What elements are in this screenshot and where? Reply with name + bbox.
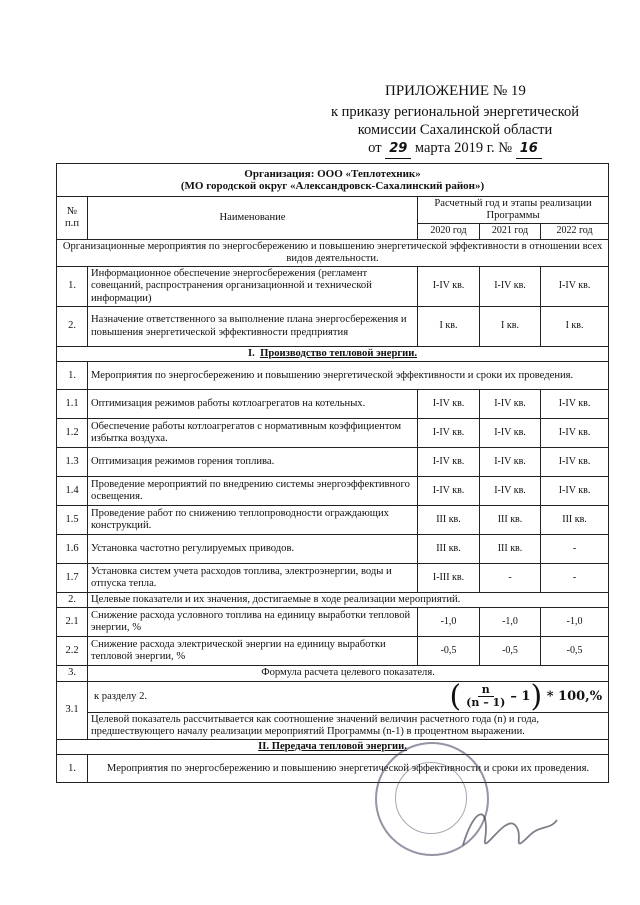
row-num: 1.3 xyxy=(57,448,88,477)
date-day: 29 xyxy=(385,140,411,159)
row-num: 1. xyxy=(57,755,88,783)
row-value: - xyxy=(541,564,609,593)
row-value: I-IV кв. xyxy=(480,390,541,419)
row-value: I-IV кв. xyxy=(541,390,609,419)
row-name: Обеспечение работы котлоагрегатов с нормативным коэффициентом избытка воздуха. xyxy=(88,419,418,448)
col-name-header: Наименование xyxy=(88,197,418,240)
row-value: -0,5 xyxy=(541,637,609,666)
row-name: Назначение ответственного за выполнение плана энергосбережения и повышения энергетической эффективности предприятия xyxy=(88,307,418,347)
row-value: I-III кв. xyxy=(418,564,480,593)
row-value: I кв. xyxy=(541,307,609,347)
formula-cell xyxy=(88,681,609,712)
order-line-2: комиссии Сахалинской области xyxy=(357,122,553,138)
year-2021: 2021 год xyxy=(480,224,541,239)
formula-denominator: (n – 1) xyxy=(466,696,506,710)
org-name: Организация: ООО «Теплотехник» xyxy=(244,167,421,180)
row-value: III кв. xyxy=(541,506,609,535)
row-num: 1.1 xyxy=(57,390,88,419)
table-row xyxy=(57,637,609,666)
row-num: 1.7 xyxy=(57,564,88,593)
row-num: 2.2 xyxy=(57,637,88,666)
col-years-header: Расчетный год и этапы реализации Программы xyxy=(418,197,609,224)
targets-row xyxy=(57,593,609,608)
formula-times: * 100,% xyxy=(546,688,603,704)
row-value: -1,0 xyxy=(480,608,541,637)
table-row xyxy=(57,448,609,477)
row-num: 2.1 xyxy=(57,608,88,637)
org-measures-title: Организационные мероприятия по энергосбережению и повышению энергетической эффективности в отношении всех видов деятельности. xyxy=(57,239,609,266)
table-row xyxy=(57,419,609,448)
row-value: I-IV кв. xyxy=(418,267,480,307)
formula-expression: ( $\frac{n}{(n - 1)}$ – 1 ) * 100,% xyxy=(449,681,603,713)
row-num: 1.6 xyxy=(57,535,88,564)
col-num-header: № п.п xyxy=(57,197,88,240)
order-line-1: к приказу региональной энергетической xyxy=(330,104,579,120)
org-row xyxy=(57,164,609,197)
row-name: Проведение мероприятий по внедрению системы энергоэффективного освещения. xyxy=(88,477,418,506)
row-num: 1. xyxy=(57,267,88,307)
row-value: I-IV кв. xyxy=(480,448,541,477)
table-row xyxy=(57,506,609,535)
formula-text: Целевой показатель рассчитывается как соотношение значений величин расчетного года (n) и года, предшествующего началу реализации мероприятий Программы (n-1) в процентном выражении. xyxy=(88,712,609,739)
row-value: I-IV кв. xyxy=(541,267,609,307)
org-measures-row xyxy=(57,239,609,266)
row-value: -0,5 xyxy=(480,637,541,666)
section-2-name: II. Передача тепловой энергии. xyxy=(258,741,407,753)
row-value: I-IV кв. xyxy=(480,477,541,506)
formula-title-row xyxy=(57,666,609,681)
signature-mark xyxy=(455,795,565,865)
row-name: Информационное обеспечение энергосбережения (регламент совещаний, распространения организационной и технической информации) xyxy=(88,267,418,307)
row-name: Снижение расхода условного топлива на единицу выработки тепловой энергии, % xyxy=(88,608,418,637)
table-row xyxy=(57,535,609,564)
formula-row xyxy=(57,681,609,712)
measures-row xyxy=(57,755,609,783)
targets-title: Целевые показатели и их значения, достигаемые в ходе реализации мероприятий. xyxy=(88,593,609,608)
measures-title: Мероприятия по энергосбережению и повышению энергетической эффективности и сроки их проведения. xyxy=(88,362,609,390)
row-name: Проведение работ по снижению теплопроводности ограждающих конструкций. xyxy=(88,506,418,535)
section-1-row xyxy=(57,347,609,362)
table-row xyxy=(57,307,609,347)
row-value: I-IV кв. xyxy=(480,419,541,448)
formula-numerator: n xyxy=(478,684,494,697)
table-row xyxy=(57,608,609,637)
formula-label: к разделу 2. xyxy=(94,690,148,702)
table-row xyxy=(57,390,609,419)
section-1-rows xyxy=(57,390,609,593)
org-municipality: (МО городской округ «Александровск-Сахалинский район») xyxy=(180,180,485,192)
row-value: I-IV кв. xyxy=(418,419,480,448)
header-row xyxy=(57,197,609,224)
measures-title: Мероприятия по энергосбережению и повышению энергетической эффективности и сроки их проведения. xyxy=(88,755,609,783)
table-row xyxy=(57,564,609,593)
row-num: 1.4 xyxy=(57,477,88,506)
year-2022: 2022 год xyxy=(541,224,609,239)
row-num: 3. xyxy=(57,666,88,681)
section-1-name: Производство тепловой энергии. xyxy=(260,348,418,360)
row-value: I-IV кв. xyxy=(418,390,480,419)
section-2-title xyxy=(57,740,609,755)
date-middle: марта 2019 г. № xyxy=(414,140,513,156)
program-table xyxy=(56,163,609,783)
order-date-line xyxy=(300,139,610,159)
row-value: -1,0 xyxy=(418,608,480,637)
row-value: I-IV кв. xyxy=(541,477,609,506)
row-num: 1.2 xyxy=(57,419,88,448)
row-value: - xyxy=(480,564,541,593)
formula-minus-one: – 1 xyxy=(510,688,531,704)
row-name: Оптимизация режимов работы котлоагрегатов на котельных. xyxy=(88,390,418,419)
row-num: 1.5 xyxy=(57,506,88,535)
row-value: III кв. xyxy=(418,535,480,564)
row-value: I-IV кв. xyxy=(418,477,480,506)
row-value: I кв. xyxy=(418,307,480,347)
formula-text-row xyxy=(57,712,609,739)
row-value: I-IV кв. xyxy=(418,448,480,477)
row-value: III кв. xyxy=(480,506,541,535)
row-value: I-IV кв. xyxy=(541,419,609,448)
row-name: Установка систем учета расходов топлива, электроэнергии, воды и отпуска тепла. xyxy=(88,564,418,593)
row-num: 2. xyxy=(57,307,88,347)
formula-title: Формула расчета целевого показателя. xyxy=(88,666,609,681)
row-num: 3.1 xyxy=(57,681,88,739)
row-name: Снижение расхода электрической энергии на единицу выработки тепловой энергии, % xyxy=(88,637,418,666)
measures-row xyxy=(57,362,609,390)
section-1-title xyxy=(57,347,609,362)
table-row xyxy=(57,267,609,307)
year-2020: 2020 год xyxy=(418,224,480,239)
targets-rows xyxy=(57,608,609,666)
row-value: -0,5 xyxy=(418,637,480,666)
row-num: 1. xyxy=(57,362,88,390)
row-value: I-IV кв. xyxy=(541,448,609,477)
row-value: -1,0 xyxy=(541,608,609,637)
row-value: I-IV кв. xyxy=(480,267,541,307)
row-num: 2. xyxy=(57,593,88,608)
section-1-prefix: I. xyxy=(248,348,255,360)
row-name: Оптимизация режимов горения топлива. xyxy=(88,448,418,477)
order-number: 16 xyxy=(516,140,542,159)
org-cell xyxy=(57,164,609,197)
row-value: I кв. xyxy=(480,307,541,347)
date-prefix: от xyxy=(368,140,382,156)
appendix-title: ПРИЛОЖЕНИЕ № 19 xyxy=(385,83,526,99)
row-value: III кв. xyxy=(480,535,541,564)
section-2-row xyxy=(57,740,609,755)
row-value: - xyxy=(541,535,609,564)
row-name: Установка частотно регулируемых приводов. xyxy=(88,535,418,564)
row-value: III кв. xyxy=(418,506,480,535)
table-row xyxy=(57,477,609,506)
